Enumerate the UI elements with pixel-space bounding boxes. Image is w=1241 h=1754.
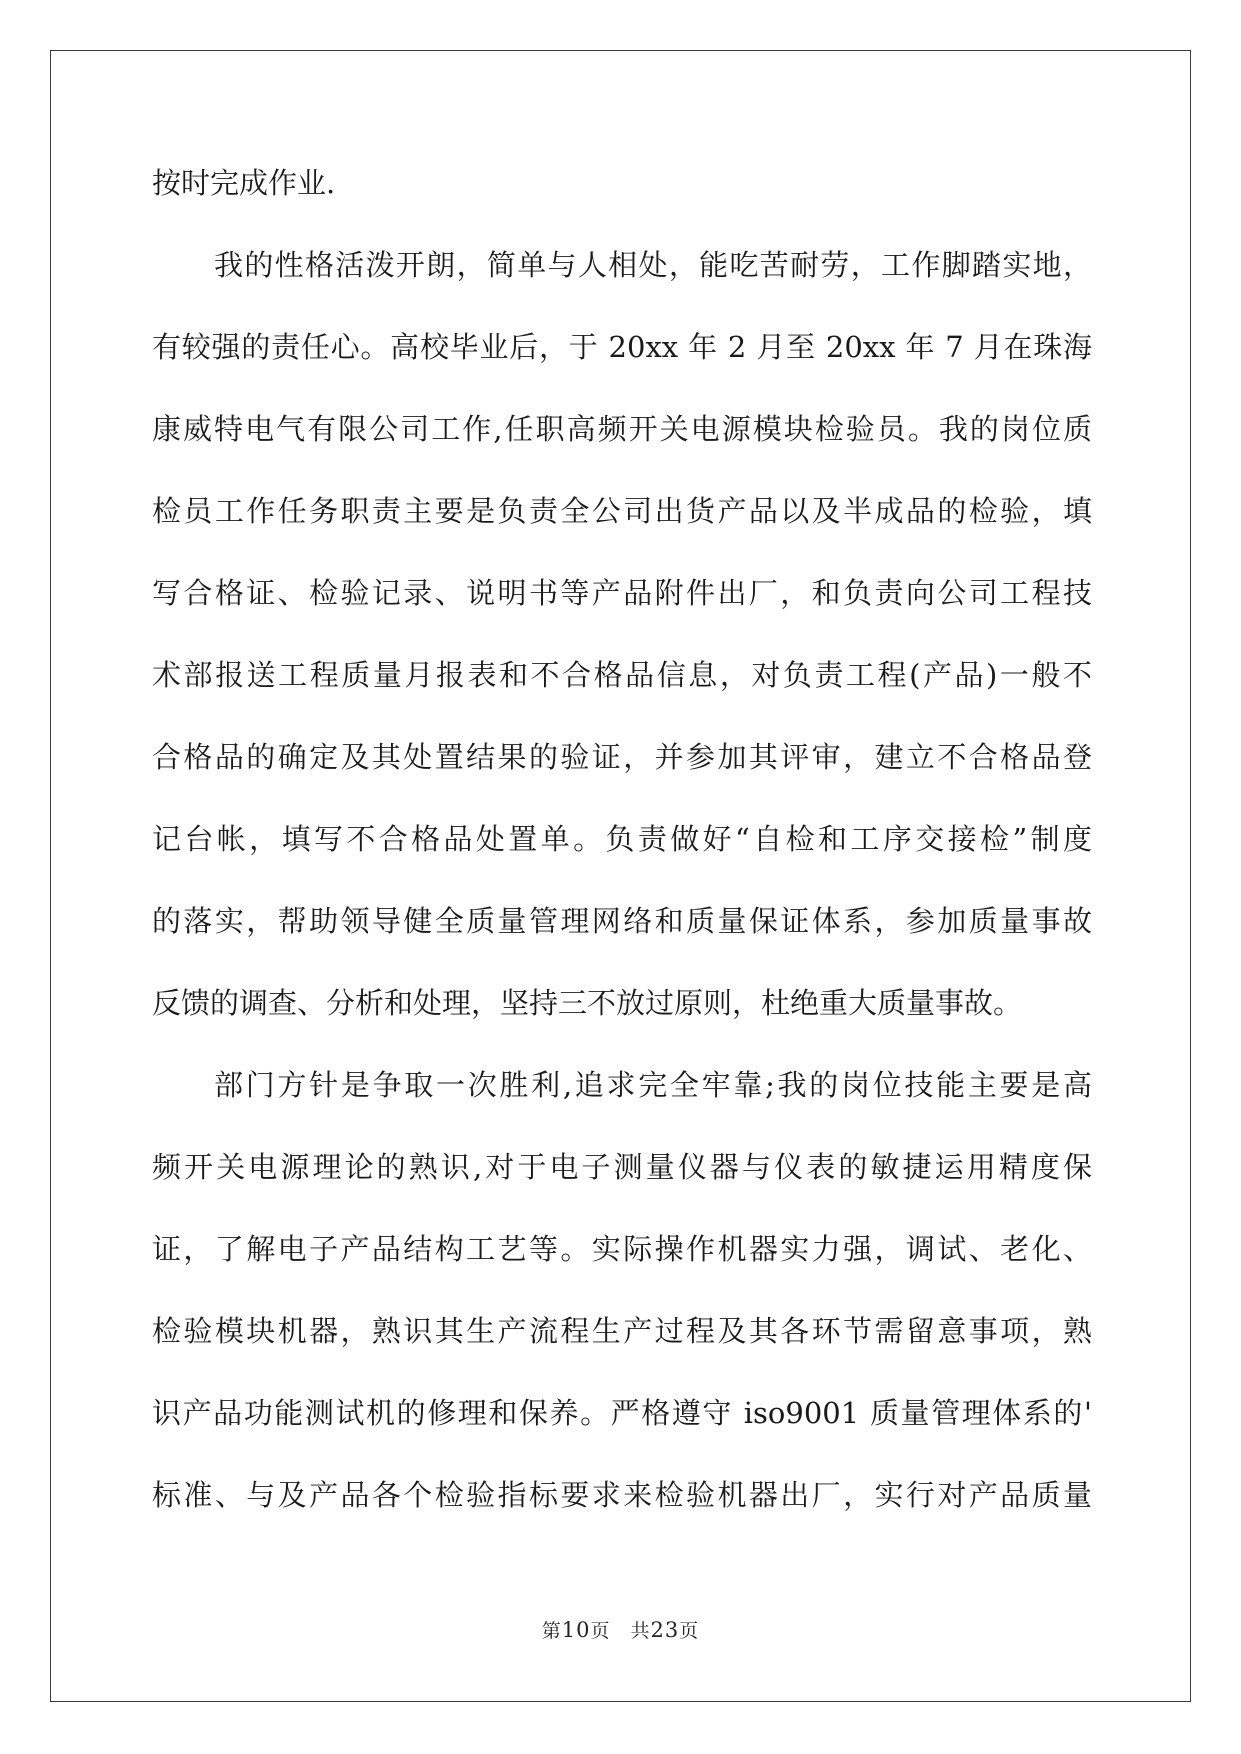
text-line-13: 频开关电源理论的熟识,对于电子测量仪器与仪表的敏捷运用精度保 <box>152 1150 1092 1184</box>
page-suffix: 页 <box>590 1620 611 1642</box>
total-pages: 23 <box>650 1618 680 1642</box>
text-line-16: 识产品功能测试机的修理和保养。严格遵守 iso9001 质量管理体系的' <box>152 1396 1092 1430</box>
text-line-11: 反馈的调查、分析和处理，坚持三不放过原则，杜绝重大质量事故。 <box>152 986 1023 1020</box>
document-body <box>152 168 1092 1562</box>
page-number: 10 <box>561 1618 591 1642</box>
text-line-8: 合格品的确定及其处置结果的验证，并参加其评审，建立不合格品登 <box>152 740 1092 774</box>
total-suffix: 页 <box>679 1620 700 1642</box>
page-prefix: 第 <box>541 1620 562 1642</box>
text-line-12: 部门方针是争取一次胜利,追求完全牢靠;我的岗位技能主要是高 <box>214 1068 1092 1102</box>
total-prefix: 共 <box>630 1620 651 1642</box>
text-line-17: 标准、与及产品各个检验指标要求来检验机器出厂，实行对产品质量 <box>152 1478 1092 1512</box>
text-line-7: 术部报送工程质量月报表和不合格品信息，对负责工程(产品)一般不 <box>152 658 1092 692</box>
text-line-2: 我的性格活泼开朗，简单与人相处，能吃苦耐劳，工作脚踏实地， <box>214 248 1092 282</box>
text-line-9: 记台帐，填写不合格品处置单。负责做好“自检和工序交接检”制度 <box>152 822 1092 856</box>
page-footer <box>0 1616 1241 1643</box>
text-line-1: 按时完成作业. <box>152 166 336 200</box>
text-line-15: 检验模块机器，熟识其生产流程生产过程及其各环节需留意事项，熟 <box>152 1314 1092 1348</box>
text-line-6: 写合格证、检验记录、说明书等产品附件出厂，和负责向公司工程技 <box>152 576 1092 610</box>
text-line-4: 康威特电气有限公司工作,任职高频开关电源模块检验员。我的岗位质 <box>152 412 1092 446</box>
text-line-10: 的落实，帮助领导健全质量管理网络和质量保证体系，参加质量事故 <box>152 904 1092 938</box>
text-line-14: 证，了解电子产品结构工艺等。实际操作机器实力强，调试、老化、 <box>152 1232 1092 1266</box>
text-line-3: 有较强的责任心。高校毕业后，于 20xx 年 2 月至 20xx 年 7 月在珠海 <box>152 330 1092 364</box>
text-line-5: 检员工作任务职责主要是负责全公司出货产品以及半成品的检验，填 <box>152 494 1092 528</box>
